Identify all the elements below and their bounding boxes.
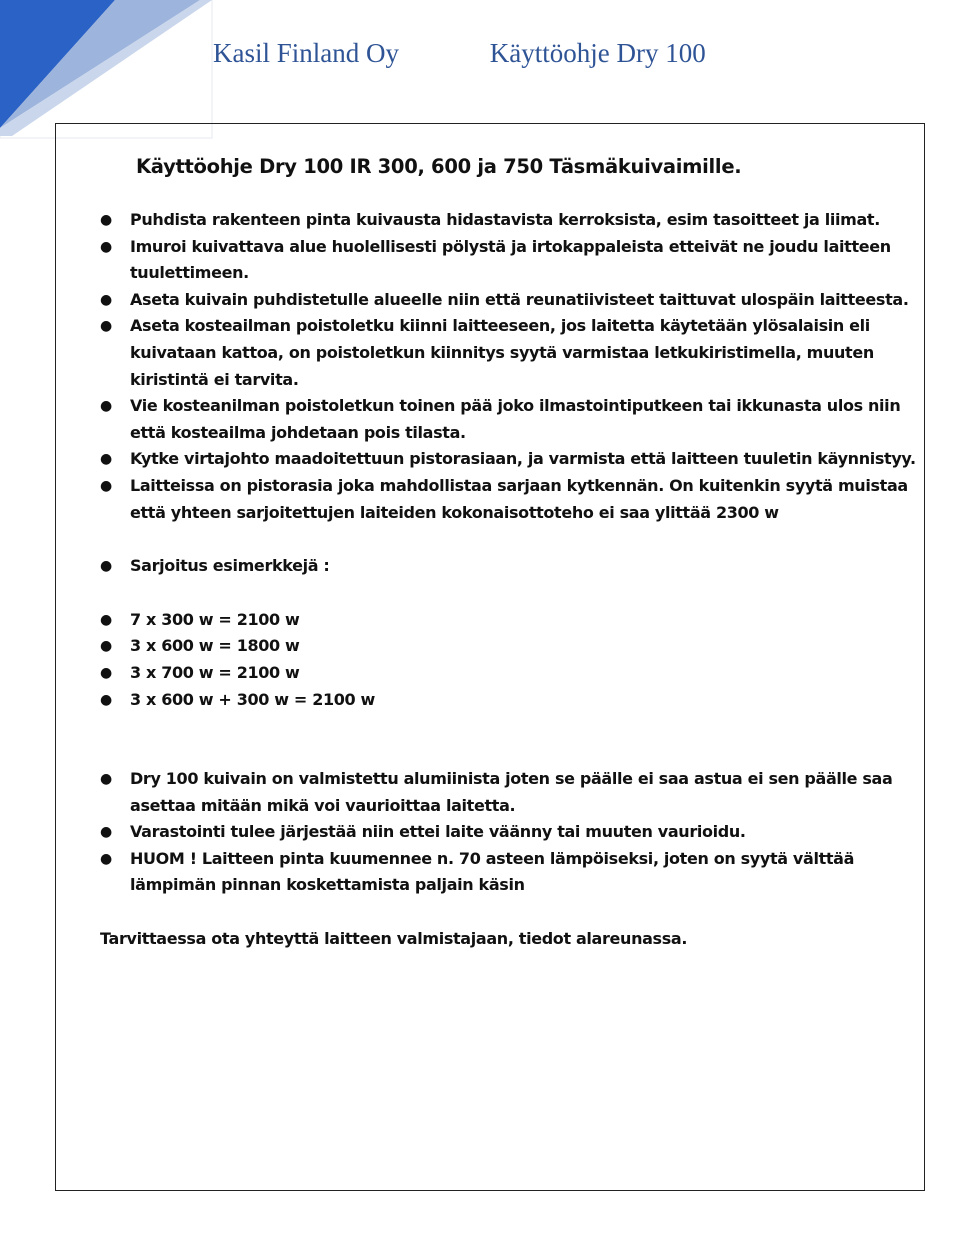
list-item: ● Dry 100 kuivain on valmistettu alumiinista joten se päälle ei saa astua ei sen päälle saa asettaa mitään mikä voi vaurioittaa laitetta. [100,766,922,819]
bullet-icon: ● [100,398,112,415]
contact-note: Tarvittaessa ota yhteyttä laitteen valmistajaan, tiedot alareunassa. [100,929,688,949]
company-name: Kasil Finland Oy [213,38,399,68]
list-item: ● Aseta kuivain puhdistetulle alueelle niin että reunatiivisteet taittuvat ulospäin laitteesta. [100,287,922,314]
bullet-icon: ● [100,611,112,628]
list-item: ● 3 x 600 w + 300 w = 2100 w [100,687,922,714]
list-item: ● Varastointi tulee järjestää niin ettei laite väänny tai muuten vaurioidu. [100,819,922,846]
document-title: Käyttöohje Dry 100 IR 300, 600 ja 750 Täsmäkuivaimille. [136,155,742,178]
bullet-icon: ● [100,824,112,841]
list-item: ● Vie kosteanilman poistoletkun toinen pää joko ilmastointiputkeen tai ikkunasta ulos niin että kosteailma johdetaan pois tilasta. [100,393,922,446]
list-item: ● Aseta kosteailman poistoletku kiinni laitteeseen, jos laitetta käytetään ylösalaisin eli kuivataan kattoa, on poistoletkun kiinnitys syytä varmistaa letkukiristimella, muuten kiristintä ei tarvita. [100,313,922,393]
list-item: ● Imuroi kuivattava alue huolellisesti pölystä ja irtokappaleista etteivät ne joudu laitteen tuulettimeen. [100,234,922,287]
bullet-icon: ● [100,291,112,308]
list-item: ● 3 x 700 w = 2100 w [100,660,922,687]
bullet-icon: ● [100,664,112,681]
page-header [213,38,960,69]
bullet-icon: ● [100,691,112,708]
bullet-icon: ● [100,212,112,228]
bullet-icon: ● [100,477,112,494]
bullet-icon: ● [100,558,112,575]
list-item: ● 3 x 600 w = 1800 w [100,633,922,660]
corner-decoration [0,0,215,140]
series-example-list [100,607,922,713]
list-item: ● Laitteissa on pistorasia joka mahdollistaa sarjaan kytkennän. On kuitenkin syytä muistaa että yhteen sarjoitettujen laiteiden kokonaisottoteho ei saa ylittää 2300 w [100,473,922,526]
bullet-icon: ● [100,451,112,468]
document-header-title: Käyttöohje Dry 100 [489,38,706,68]
list-item: ● Kytke virtajohto maadoitettuun pistorasiaan, ja varmista että laitteen tuuletin käynnistyy. [100,446,922,473]
list-item: ● Puhdista rakenteen pinta kuivausta hidastavista kerroksista, esim tasoitteet ja liimat. [100,207,922,234]
bullet-icon: ● [100,638,112,655]
bullet-icon: ● [100,238,112,255]
bullet-icon: ● [100,771,112,788]
bullet-icon: ● [100,850,112,867]
series-heading: ● Sarjoitus esimerkkejä : [100,553,922,580]
list-item: ● HUOM ! Laitteen pinta kuumennee n. 70 asteen lämpöiseksi, joten on syytä välttää lämpimän pinnan koskettamista paljain käsin [100,846,922,899]
notes-list [100,766,922,899]
instruction-list [100,207,922,526]
list-item: ● 7 x 300 w = 2100 w [100,607,922,634]
series-heading-list [100,553,922,580]
document-body [100,207,922,953]
bullet-icon: ● [100,318,112,335]
